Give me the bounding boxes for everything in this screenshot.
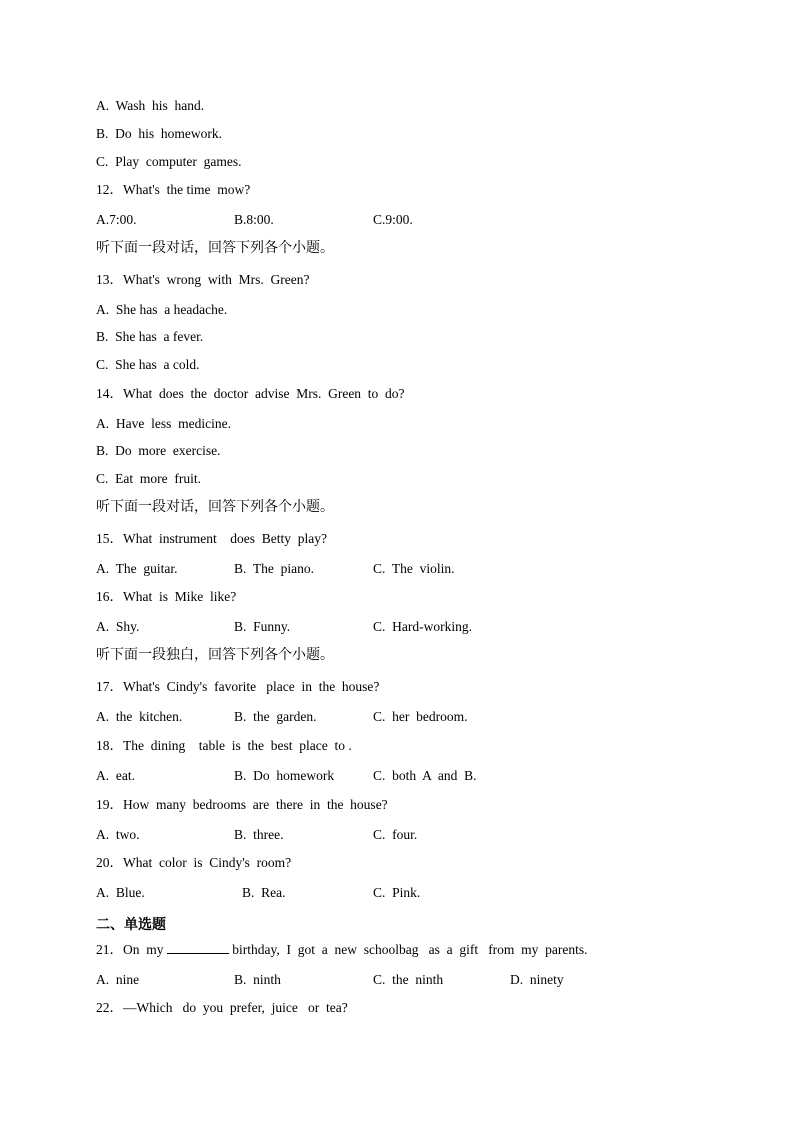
- q15-option-a: A. The guitar.: [96, 561, 178, 576]
- q11-option-a: A. Wash his hand.: [96, 98, 205, 113]
- q11-option-b: B. Do his homework.: [96, 126, 222, 141]
- question-18: 18．The dining table is the best place to .: [96, 738, 352, 753]
- q12-option-a: A.7:00.: [96, 212, 137, 227]
- question-19: 19．How many bedrooms are there in the house?: [96, 797, 388, 812]
- q14-option-a: A. Have less medicine.: [96, 416, 231, 431]
- q15-option-b: B. The piano.: [234, 561, 314, 576]
- q20-option-a: A. Blue.: [96, 885, 145, 900]
- question-16: 16．What is Mike like?: [96, 589, 237, 604]
- q19-option-c: C. four.: [373, 827, 418, 842]
- q12-option-b: B.8:00.: [234, 212, 274, 227]
- q19-option-a: A. two.: [96, 827, 140, 842]
- listening-instruction: 听下面一段对话，回答下列各个小题。: [96, 499, 334, 515]
- question-14: 14．What does the doctor advise Mrs. Green to do?: [96, 386, 405, 401]
- question-22: 22．—Which do you prefer, juice or tea?: [96, 1000, 348, 1015]
- listening-instruction: 听下面一段独白，回答下列各个小题。: [96, 647, 334, 663]
- q18-option-c: C. both A and B.: [373, 768, 477, 783]
- q11-option-c: C. Play computer games.: [96, 154, 242, 169]
- q13-option-c: C. She has a cold.: [96, 357, 200, 372]
- q21-option-d: D. ninety: [510, 972, 564, 987]
- q16-option-c: C. Hard-working.: [373, 619, 472, 634]
- q16-option-b: B. Funny.: [234, 619, 291, 634]
- question-20: 20．What color is Cindy's room?: [96, 855, 292, 870]
- q14-option-c: C. Eat more fruit.: [96, 471, 201, 486]
- q20-option-c: C. Pink.: [373, 885, 421, 900]
- question-12: 12．What's the time mow?: [96, 182, 251, 197]
- question-15: 15．What instrument does Betty play?: [96, 531, 327, 546]
- question-13: 13．What's wrong with Mrs. Green?: [96, 272, 310, 287]
- section-heading: 二、单选题: [96, 917, 166, 933]
- question-21: [96, 941, 588, 959]
- q13-option-a: A. She has a headache.: [96, 302, 228, 317]
- q20-option-b: B. Rea.: [242, 885, 286, 900]
- q21-text-before: 21．On my: [96, 942, 167, 957]
- q21-text-after: birthday, I got a new schoolbag as a gift from my parents.: [228, 942, 588, 957]
- q14-option-b: B. Do more exercise.: [96, 443, 221, 458]
- q21-option-b: B. ninth: [234, 972, 281, 987]
- answer-blank: [167, 941, 229, 954]
- q21-option-a: A. nine: [96, 972, 140, 987]
- q13-option-b: B. She has a fever.: [96, 329, 204, 344]
- q21-option-c: C. the ninth: [373, 972, 444, 987]
- q17-option-c: C. her bedroom.: [373, 709, 468, 724]
- listening-instruction: 听下面一段对话，回答下列各个小题。: [96, 240, 334, 256]
- q15-option-c: C. The violin.: [373, 561, 455, 576]
- q18-option-b: B. Do homework: [234, 768, 335, 783]
- q12-option-c: C.9:00.: [373, 212, 413, 227]
- q17-option-a: A. the kitchen.: [96, 709, 183, 724]
- q19-option-b: B. three.: [234, 827, 284, 842]
- question-17: 17．What's Cindy's favorite place in the house?: [96, 679, 380, 694]
- q18-option-a: A. eat.: [96, 768, 135, 783]
- q16-option-a: A. Shy.: [96, 619, 140, 634]
- q17-option-b: B. the garden.: [234, 709, 317, 724]
